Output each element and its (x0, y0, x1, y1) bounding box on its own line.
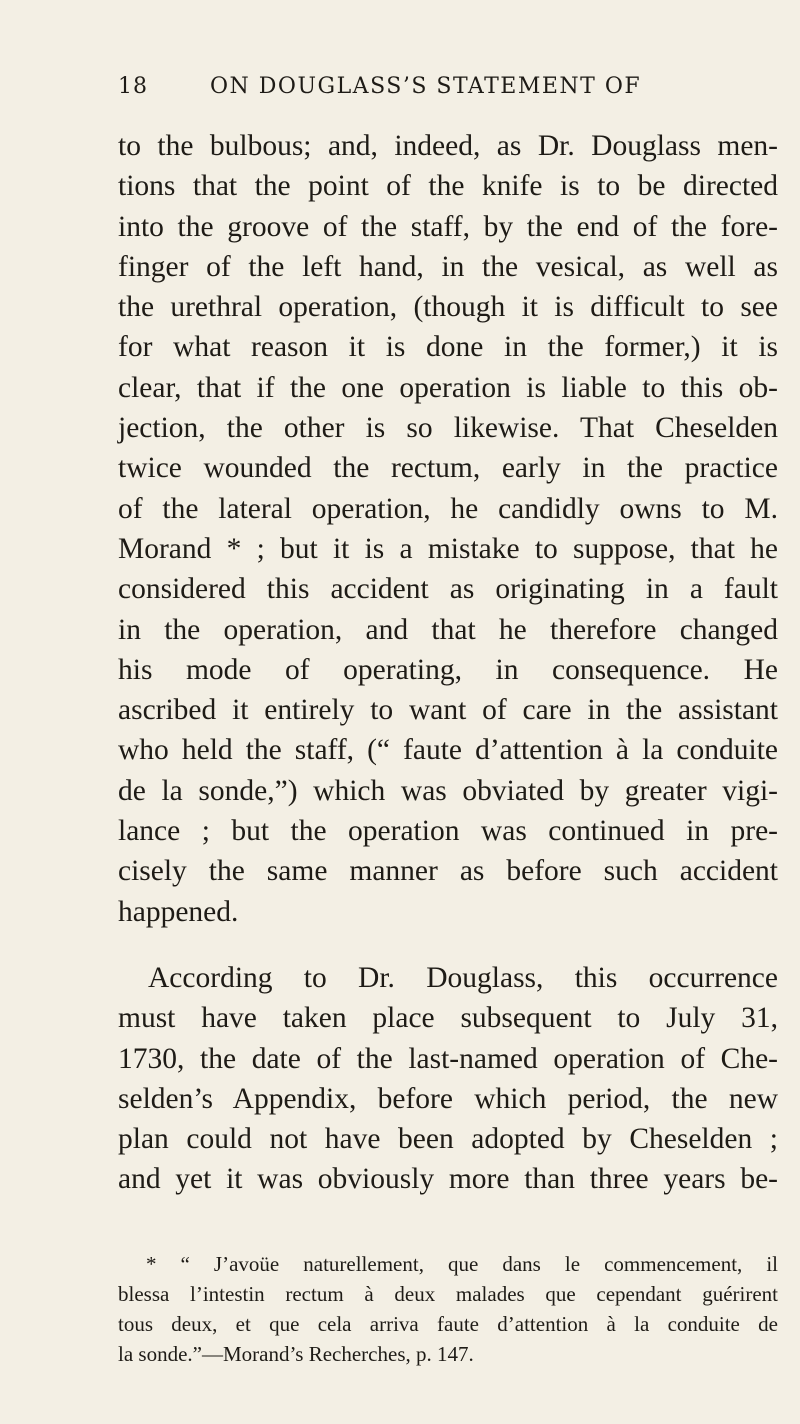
body-text (118, 126, 778, 1200)
text-line: cisely the same manner as before such accident (118, 855, 778, 888)
page-number: 18 (118, 74, 148, 99)
text-line: tions that the point of the knife is to be directed (118, 170, 778, 203)
text-line: ascribed it entirely to want of care in the assistant (118, 694, 778, 727)
running-head: ON DOUGLASS’S STATEMENT OF (210, 74, 642, 99)
text-line: the urethral operation, (though it is difficult to see (118, 291, 778, 324)
text-line: twice wounded the rectum, early in the practice (118, 452, 778, 485)
paragraph-gap (118, 932, 778, 958)
text-line: for what reason it is done in the former,) it is (118, 331, 778, 364)
text-line: and yet it was obviously more than three years be- (118, 1163, 778, 1196)
text-line: According to Dr. Douglass, this occurrence (148, 961, 778, 994)
text-line: who held the staff, (“ faute d’attention à la conduite (118, 734, 778, 767)
text-line: in the operation, and that he therefore changed (118, 613, 778, 646)
paragraph-2 (118, 958, 778, 1200)
text-line: Morand * ; but it is a mistake to suppose, that he (118, 532, 778, 565)
footnote-line: la sonde.”—Morand’s Recherches, p. 147. (118, 1342, 474, 1366)
text-line: jection, the other is so likewise. That Cheselden (118, 412, 778, 445)
paragraph-1 (118, 126, 778, 932)
text-line: happened. (118, 895, 239, 928)
text-line: considered this accident as originating in a fault (118, 573, 778, 606)
footnote-line: * “ J’avoüe naturellement, que dans le commencement, il (146, 1252, 778, 1276)
text-line: selden’s Appendix, before which period, the new (118, 1082, 778, 1115)
text-line: finger of the left hand, in the vesical, as well as (118, 250, 778, 283)
text-line: 1730, the date of the last-named operation of Che- (118, 1042, 778, 1075)
text-line: must have taken place subsequent to July 31, (118, 1002, 778, 1035)
text-line: de la sonde,”) which was obviated by greater vigi- (118, 774, 778, 807)
text-line: of the lateral operation, he candidly owns to M. (118, 492, 778, 525)
footnote (118, 1249, 778, 1369)
text-line: to the bulbous; and, indeed, as Dr. Douglass men- (118, 130, 778, 162)
text-line: his mode of operating, in consequence. He (118, 653, 778, 686)
text-line: into the groove of the staff, by the end of the fore- (118, 210, 778, 243)
footnote-line: blessa l’intestin rectum à deux malades que cependant guérirent (118, 1282, 778, 1306)
text-line: lance ; but the operation was continued in pre- (118, 815, 778, 848)
footnote-line: tous deux, et que cela arriva faute d’attention à la conduite de (118, 1312, 778, 1336)
text-line: clear, that if the one operation is liable to this ob- (118, 371, 778, 404)
text-line: plan could not have been adopted by Cheselden ; (118, 1123, 778, 1156)
page-header (118, 74, 678, 104)
